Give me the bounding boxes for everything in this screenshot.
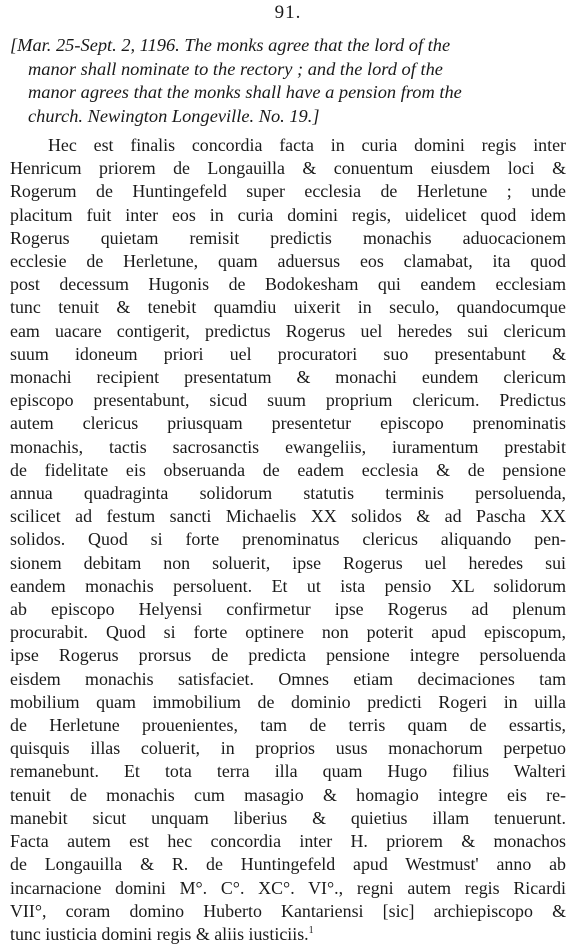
text-line: quisquis illas coluerit, in proprios usus monachorum perpetuo xyxy=(10,738,566,759)
text-line: suum idoneum priori uel procuratori suo presentabunt & xyxy=(10,343,566,364)
text-line: scilicet ad festum sancti Michaelis XX solidos & ad Pascha XX xyxy=(10,506,566,527)
text-line: procurabit. Quod si forte optinere non poterit apud episcopum, xyxy=(10,622,566,643)
text-line: eam uacare contigerit, predictus Rogerus uel heredes sui clericum xyxy=(10,320,566,341)
headnote-line: [Mar. 25-Sept. 2, 1196. The monks agree that the lord of the xyxy=(10,35,451,55)
headnote-line: manor agrees that the monks shall have a pension from the xyxy=(28,82,462,102)
text-line: eandem monachis persoluent. Et ut ista pensio XL solidorum xyxy=(10,575,566,596)
text-line: episcopo presentabunt, sicud suum proprium clericum. Predictus xyxy=(10,390,566,411)
page-number: 91. xyxy=(274,2,302,23)
text-line: Hec est finalis concordia facta in curia domini regis inter xyxy=(48,135,566,155)
text-line: de Longauilla & R. de Huntingefeld apud Westmust' anno ab xyxy=(10,854,566,875)
text-line: ecclesie de Herletune, quam aduersus eos clamabat, ita quod xyxy=(10,251,566,272)
text-line: VII°, coram domino Huberto Kantariensi [sic] archiepiscopo & xyxy=(10,900,566,921)
text-line: tunc iusticia domini regis & aliis iusticiis. xyxy=(10,923,309,944)
text-line: Rogerus quietam remisit predictis monachis aduocacionem xyxy=(10,227,566,248)
text-line: tenuit de monachis cum masagio & homagio integre eis re- xyxy=(10,784,566,805)
text-line: tunc tenuit & tenebit quamdiu uixerit in seculo, quandocumque xyxy=(10,297,566,318)
text-line: Rogerum de Huntingefeld super ecclesia de Herletune ; unde xyxy=(10,181,566,202)
text-line-last xyxy=(10,923,566,946)
headnote xyxy=(10,34,568,128)
text-line: de fidelitate eis obseruanda de eadem ecclesia & de pensione xyxy=(10,459,566,480)
text-line: monachis, tactis sacrosanctis ewangeliis, iuramentum prestabit xyxy=(10,436,566,457)
text-line: manebit sicut unquam liberius & quietius illam tenuerunt. xyxy=(10,807,566,828)
footnote-marker[interactable]: 1 xyxy=(308,924,314,936)
text-line: incarnacione domini M°. C°. XC°. VI°., regni autem regis Ricardi xyxy=(10,877,566,898)
text-line: autem clericus priusquam presentetur episcopo prenominatis xyxy=(10,413,566,434)
text-line: post decessum Hugonis de Bodokesham qui eandem ecclesiam xyxy=(10,274,566,295)
headnote-line: manor shall nominate to the rectory ; and the lord of the xyxy=(28,58,443,79)
text-line: eisdem monachis satisfaciet. Omnes etiam decimaciones tam xyxy=(10,668,566,689)
text-line: Henricum priorem de Longauilla & conuentum eiusdem loci & xyxy=(10,158,566,179)
text-line: ipse Rogerus prorsus de predicta pensione integre persoluenda xyxy=(10,645,566,666)
text-line: mobilium quam immobilium de dominio predicti Rogeri in uilla xyxy=(10,691,566,712)
text-line: monachi recipient presentatum & monachi eundem clericum xyxy=(10,367,566,388)
text-line: annua quadraginta solidorum statutis terminis persoluenda, xyxy=(10,483,566,504)
text-line: remanebunt. Et tota terra illa quam Hugo filius Walteri xyxy=(10,761,566,782)
text-line: de Herletune prouenientes, tam de terris quam de essartis, xyxy=(10,715,566,736)
text-line: placitum fuit inter eos in curia domini regis, uidelicet quod idem xyxy=(10,204,566,225)
text-line: sionem debitam non soluerit, ipse Rogerus uel heredes sui xyxy=(10,552,566,573)
text-line: Facta autem est hec concordia inter H. priorem & monachos xyxy=(10,831,566,852)
charter-text xyxy=(10,134,566,946)
headnote-line: church. Newington Longeville. No. 19.] xyxy=(28,105,320,126)
text-line: solidos. Quod si forte prenominatus clericus aliquando pen- xyxy=(10,529,566,550)
text-line: ab episcopo Helyensi confirmetur ipse Rogerus ad plenum xyxy=(10,599,566,620)
